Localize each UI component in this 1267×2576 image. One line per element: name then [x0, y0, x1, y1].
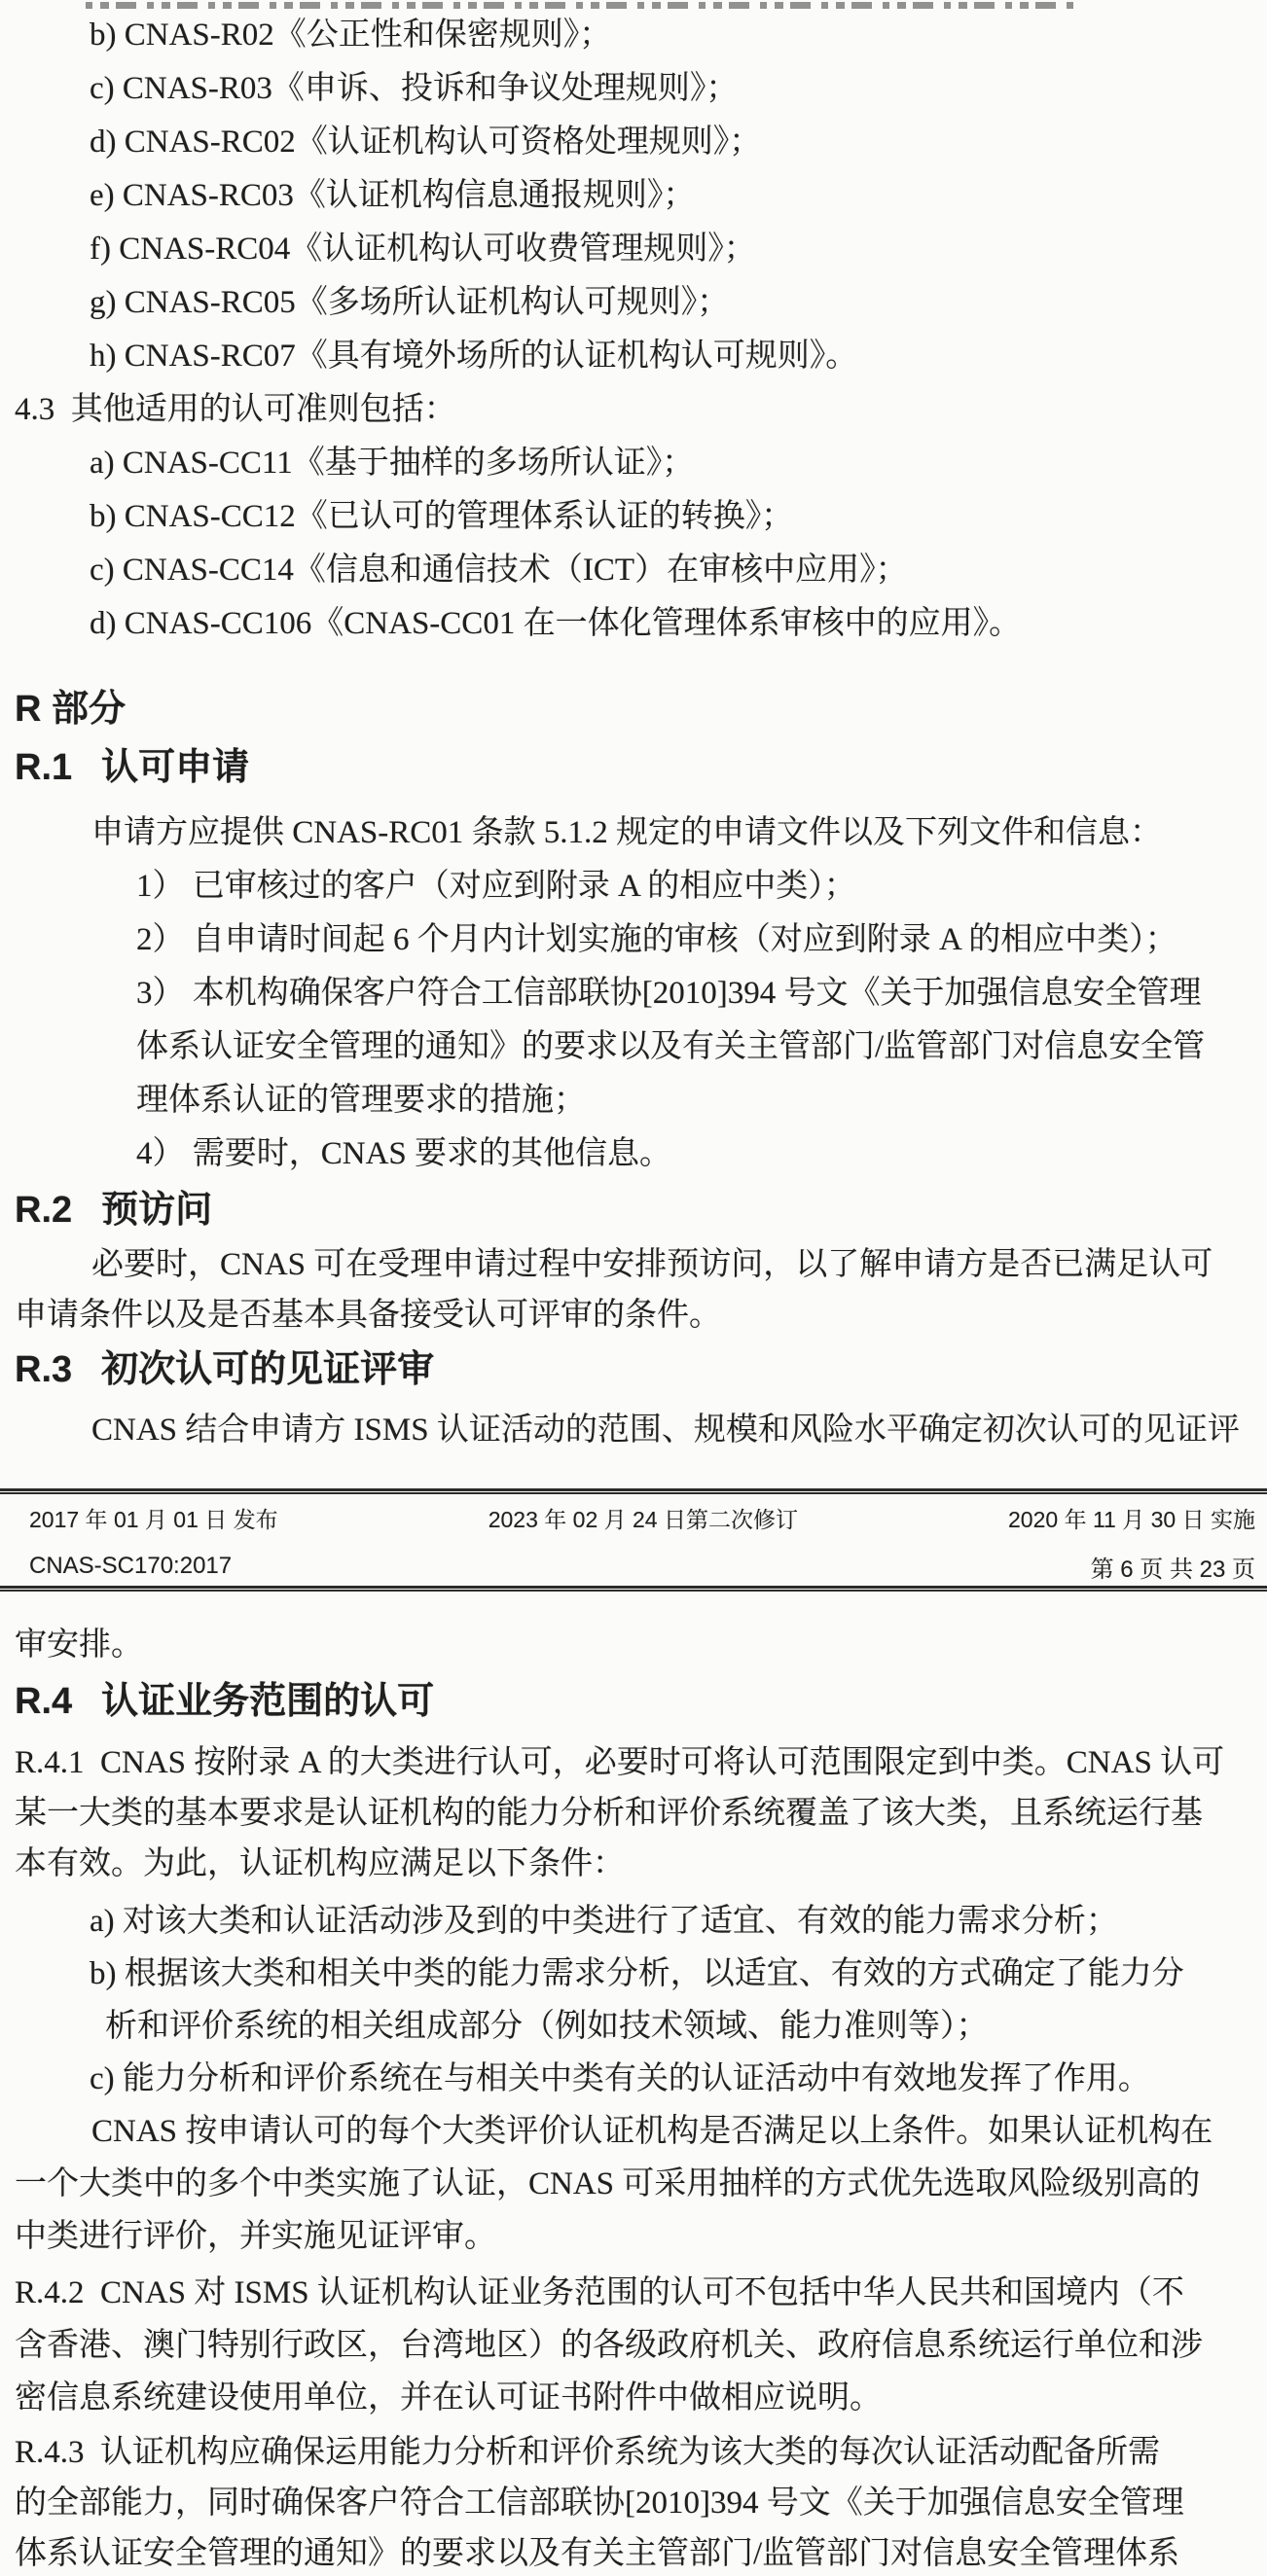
- revision-date: 2023 年 02 月 24 日第二次修订: [488, 1506, 798, 1532]
- list-item: b) 根据该大类和相关中类的能力需求分析，以适宜、有效的方式确定了能力分: [90, 1956, 1184, 1991]
- horizontal-rule: [0, 1488, 1267, 1494]
- list-item: c) 能力分析和评价系统在与相关中类有关的认证活动中有效地发挥了作用。: [90, 2061, 1150, 2096]
- list-item: e) CNAS-RC03《认证机构信息通报规则》；: [90, 178, 696, 213]
- numbered-item-continuation: 理体系认证的管理要求的措施；: [136, 1083, 586, 1118]
- list-item-continuation: 析和评价系统的相关组成部分（例如技术领域、能力准则等）；: [105, 2009, 989, 2044]
- paragraph-line: R.4.2 CNAS 对 ISMS 认证机构认证业务范围的认可不包括中华人民共和国境内（不: [15, 2275, 1184, 2310]
- list-item: b) CNAS-R02《公正性和保密规则》；: [90, 18, 612, 53]
- numbered-item-continuation: 体系认证安全管理的通知》的要求以及有关主管部门/监管部门对信息安全管: [136, 1029, 1206, 1064]
- numbered-item: 3） 本机构确保客户符合工信部联协[2010]394 号文《关于加强信息安全管理: [136, 976, 1202, 1011]
- paragraph-line: 一个大类中的多个中类实施了认证，CNAS 可采用抽样的方式优先选取风险级别高的: [15, 2166, 1201, 2201]
- list-item: g) CNAS-RC05《多场所认证机构认可规则》；: [90, 285, 730, 320]
- horizontal-rule: [0, 1586, 1267, 1592]
- paragraph-line: R.4.3 认证机构应确保运用能力分析和评价系统为该大类的每次认证活动配备所需: [15, 2435, 1161, 2470]
- heading-r4: [0, 1672, 1267, 1731]
- document-number: CNAS-SC170:2017: [29, 1553, 233, 1579]
- heading-number: R.3: [15, 1349, 73, 1390]
- heading-part-r: R 部分: [15, 689, 127, 730]
- list-item: h) CNAS-RC07《具有境外场所的认证机构认可规则》。: [90, 339, 858, 374]
- paragraph-line: 审安排。: [15, 1628, 143, 1663]
- page-indicator: 第 6 页 共 23 页: [1090, 1556, 1255, 1583]
- paragraph-line: 体系认证安全管理的通知》的要求以及有关主管部门/监管部门对信息安全管理体系: [15, 2536, 1180, 2571]
- heading-title: 预访问: [101, 1190, 213, 1231]
- heading-r3: [0, 1341, 1267, 1399]
- page-header: [0, 1550, 1267, 1583]
- numbered-item: 4） 需要时，CNAS 要求的其他信息。: [136, 1136, 672, 1171]
- paragraph-line: 申请条件以及是否基本具备接受认可评审的条件。: [15, 1298, 721, 1333]
- paragraph-line: 必要时，CNAS 可在受理申请过程中安排预访问，以了解申请方是否已满足认可: [91, 1247, 1213, 1282]
- numbered-item: 1） 已审核过的客户（对应到附录 A 的相应中类）；: [136, 869, 856, 904]
- list-item: f) CNAS-RC04《认证机构认可收费管理规则》；: [90, 232, 756, 267]
- list-item: b) CNAS-CC12《已认可的管理体系认证的转换》；: [90, 499, 794, 534]
- heading-title: 初次认可的见证评审: [101, 1349, 435, 1390]
- implementation-date: 2020 年 11 月 30 日 实施: [1008, 1506, 1255, 1532]
- list-item: d) CNAS-RC02《认证机构认可资格处理规则》；: [90, 125, 762, 160]
- list-item: c) CNAS-R03《申诉、投诉和争议处理规则》；: [90, 71, 739, 106]
- paragraph-line: 的全部能力，同时确保客户符合工信部联协[2010]394 号文《关于加强信息安全管理: [15, 2486, 1184, 2521]
- paragraph-line: CNAS 按申请认可的每个大类评价认证机构是否满足以上条件。如果认证机构在: [91, 2114, 1213, 2149]
- list-item: a) CNAS-CC11《基于抽样的多场所认证》；: [90, 446, 695, 481]
- numbered-item: 2） 自申请时间起 6 个月内计划实施的审核（对应到附录 A 的相应中类）；: [136, 922, 1177, 957]
- heading-number: R.4: [15, 1681, 73, 1722]
- clipped-text-top: [86, 2, 1073, 9]
- paragraph-line: 本有效。为此，认证机构应满足以下条件：: [15, 1846, 625, 1881]
- clause-4-3: 4.3 其他适用的认可准则包括：: [15, 392, 456, 427]
- heading-r2: [0, 1181, 1267, 1239]
- paragraph-line: 某一大类的基本要求是认证机构的能力分析和评价系统覆盖了该大类，且系统运行基: [15, 1796, 1203, 1831]
- list-item: a) 对该大类和认证活动涉及到的中类进行了适宜、有效的能力需求分析；: [90, 1904, 1118, 1939]
- release-date: 2017 年 01 月 01 日 发布: [29, 1506, 278, 1532]
- paragraph-line: R.4.1 CNAS 按附录 A 的大类进行认可，必要时可将认可范围限定到中类。CNAS 认可: [15, 1745, 1225, 1780]
- paragraph-line: 含香港、澳门特别行政区，台湾地区）的各级政府机关、政府信息系统运行单位和涉: [15, 2328, 1203, 2363]
- heading-r1: [0, 738, 1267, 797]
- paragraph-line: 密信息系统建设使用单位，并在认可证书附件中做相应说明。: [15, 2380, 882, 2415]
- list-item: c) CNAS-CC14《信息和通信技术（ICT）在审核中应用》；: [90, 553, 908, 588]
- heading-title: 认可申请: [101, 747, 250, 788]
- heading-number: R.1: [15, 747, 73, 788]
- list-item: d) CNAS-CC106《CNAS-CC01 在一体化管理体系审核中的应用》。: [90, 606, 1022, 641]
- paragraph-line: 申请方应提供 CNAS-RC01 条款 5.1.2 规定的申请文件以及下列文件和信息：: [91, 815, 1163, 850]
- paragraph-line: 中类进行评价，并实施见证评审。: [15, 2219, 496, 2254]
- heading-title: 认证业务范围的认可: [101, 1681, 435, 1722]
- paragraph-line: CNAS 结合申请方 ISMS 认证活动的范围、规模和风险水平确定初次认可的见证评: [91, 1413, 1240, 1448]
- page-footer: [0, 1501, 1267, 1534]
- heading-number: R.2: [15, 1190, 73, 1231]
